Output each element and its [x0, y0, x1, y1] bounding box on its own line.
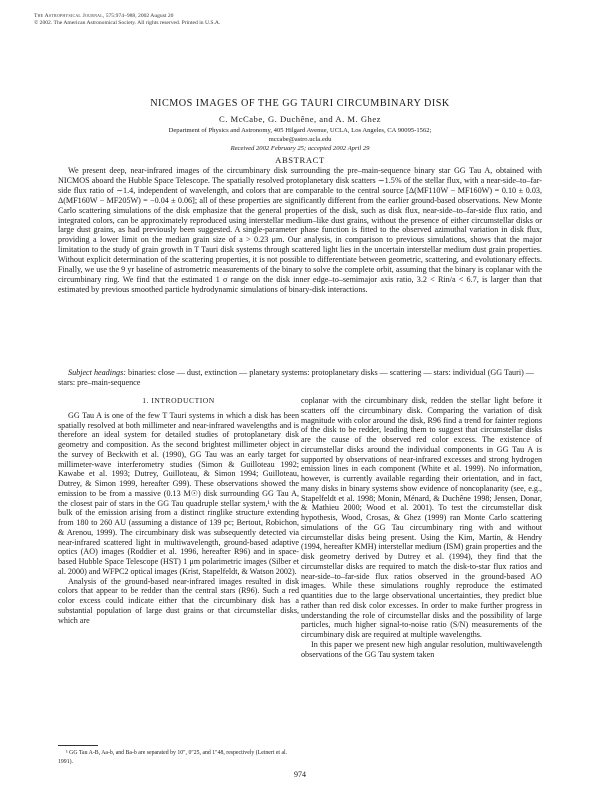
body-paragraph: Analysis of the ground-based near-infrared images resulted in disk colors that appear to be redder than the central stars (R96). Such a red color excess could indicate either that the circumbinary disk has a substantial population of large dust grains or that circumstellar disks, which are — [58, 576, 299, 625]
subject-headings — [58, 368, 542, 388]
journal-citation — [34, 13, 434, 20]
body-paragraph: coplanar with the circumbinary disk, redden the stellar light before it scatters off the circumbinary disk. Comparing the variation of disk magnitude with color around the disk, R96 find a trend for fainter regions of the disk to be redder, leading them to suggest that circumstellar disks are the cause of the observed red color excess. The existence of circumstellar disks around the individual components in GG Tau A is supported by observations of near-infrared excesses and strong hydrogen emission lines in each component (White et al. 1999). No information, however, is currently available regarding their orientation, and in fact, many disks in binary systems show evidence of noncoplanarity (see, e.g., Stapelfeldt et al. 1998; Monin, Ménard, & Duchêne 1998; Jensen, Donar, & Mathieu 2000; Wood et al. 2001). To test the circumstellar disk hypothesis, Wood, Crosas, & Ghez (1999) ran Monte Carlo scattering simulations of the GG Tau circumbinary ring with and without circumstellar disks being present. Using the Kim, Martin, & Hendry (1994, hereafter KMH) interstellar medium (ISM) grain properties and the disk geometry derived by Dutrey et al. (1994), they find that the circumstellar disks are required to match the disk-to-star flux ratios and near-side–to–far-side flux ratios observed in the ground-based AO images. While these simulations roughly reproduce the estimated quantities due to the large observational uncertainties, they predict blue rather than red disk color excesses. In order to make further progress in understanding the role of circumstellar disks and the possibility of large particles, much higher signal-to-noise ratio (S/N) measurements of the circumbinary disk are required at multiple wavelengths. — [301, 396, 542, 639]
abstract-heading: ABSTRACT — [275, 155, 325, 165]
author-list: C. McCabe, G. Duchêne, and A. M. Ghez — [219, 114, 381, 124]
subject-headings-label: Subject headings: — [68, 368, 126, 377]
footnote: ¹ GG Tau A-B, Aa-b, and Ba-b are separated by 10″, 0″25, and 1″48, respectively (Leinert et al. 1991). — [58, 750, 288, 765]
affiliation-block — [0, 126, 600, 153]
subject-headings-text: binaries: close — dust, extinction — planetary systems: protoplanetary disks — scattering — stars: individual (GG Tauri) — stars: pre–main-sequence — [58, 368, 534, 387]
body-paragraph: GG Tau A is one of the few T Tauri systems in which a disk has been spatially resolved at both millimeter and near-infrared wavelengths and is therefore an ideal system for detailed studies of protoplanetary disk geometry and composition. As the second brightest millimeter object in the survey of Beckwith et al. (1990), GG Tau was an early target for millimeter-wave interferometry studies (Simon & Guilloteau 1992; Kawabe et al. 1993; Dutrey, Guilloteau, & Simon 1994; Guilloteau, Dutrey, & Simon 1999, hereafter G99). These observations showed the emission to be from a massive (0.13 M☉) disk surrounding GG Tau A, the closest pair of stars in the GG Tau quadruple stellar system,¹ with the bulk of the emission arising from a distinct ringlike structure extending from 180 to 260 AU (assuming a distance of 139 pc; Bertout, Robichon, & Arenou, 1999). The circumbinary disk was subsequently detected via near-infrared scattered light in multiwavelength, ground-based adaptive optics (AO) images (Roddier et al. 1996, hereafter R96) and in space-based Hubble Space Telescope (HST) 1 μm polarimetric images (Silber et al. 2000) and WFPC2 optical images (Krist, Stapelfeldt, & Watson 2002). — [58, 410, 299, 576]
affiliation: Department of Physics and Astronomy, 405 Hilgard Avenue, UCLA, Los Angeles, CA 90095-1562; — [168, 127, 432, 134]
received-dates: Received 2002 February 25; accepted 2002 April 29 — [230, 145, 370, 152]
footnote-rule — [58, 745, 98, 746]
citation-details: , 575:974–988, 2002 August 20 — [102, 13, 174, 19]
left-column — [58, 396, 299, 625]
section-heading: 1. INTRODUCTION — [142, 396, 215, 405]
abstract-text: We present deep, near-infrared images of the circumbinary disk surrounding the pre–main-sequence binary star GG Tau A, obtained with NICMOS aboard the Hubble Space Telescope. The spatially resolved protoplanetary disk scatters ∼1.5% of the stellar flux, with a near-side–to–far-side flux ratio of ∼1.4, independent of wavelength, and colors that are comparable to the central source [Δ(MF110W − MF160W) = 0.10 ± 0.03, Δ(MF160W − MF205W) = −0.04 ± 0.06]; all of these properties are significantly different from the earlier ground-based observations. New Monte Carlo scattering simulations of the disk emphasize that the general properties of the disk, such as disk flux, near-side–to–far-side flux ratio, and integrated colors, can be approximately reproduced using interstellar medium–like dust grains, without the presence of either circumstellar disks or large dust grains, as had previously been suggested. A single-parameter phase function is fitted to the observed azimuthal variation in disk flux, providing a lower limit on the median grain size of a > 0.23 μm. Our analysis, in comparison to previous simulations, shows that the major limitation to the study of grain growth in T Tauri disk systems through scattered light lies in the uncertain interstellar medium dust grain properties. Without explicit determination of the scattering properties, it is not possible to differentiate between geometric, scattering, and evolutionary effects. Finally, we use the 9 yr baseline of astrometric measurements of the binary to solve the complete orbit, assuming that the binary is coplanar with the circumbinary ring. We find that the estimated 1 σ range on the disk inner edge–to–semimajor axis ratio, 3.2 < Rin/a < 6.7, is larger than that estimated by previous smoothed particle hydrodynamic simulations of binary-disk interactions. — [58, 166, 542, 294]
body-paragraph: In this paper we present new high angular resolution, multiwavelength observations of the GG Tau system taken — [301, 639, 542, 659]
running-head — [34, 13, 434, 27]
paper-title: NICMOS IMAGES OF THE GG TAURI CIRCUMBINARY DISK — [150, 98, 450, 109]
copyright-line: © 2002. The American Astronomical Society. All rights reserved. Printed in U.S.A. — [34, 20, 221, 26]
page-number: 974 — [294, 770, 306, 779]
journal-name: The Astrophysical Journal — [34, 13, 103, 19]
right-column — [301, 396, 542, 659]
email: mccabe@astro.ucla.edu — [268, 136, 332, 143]
